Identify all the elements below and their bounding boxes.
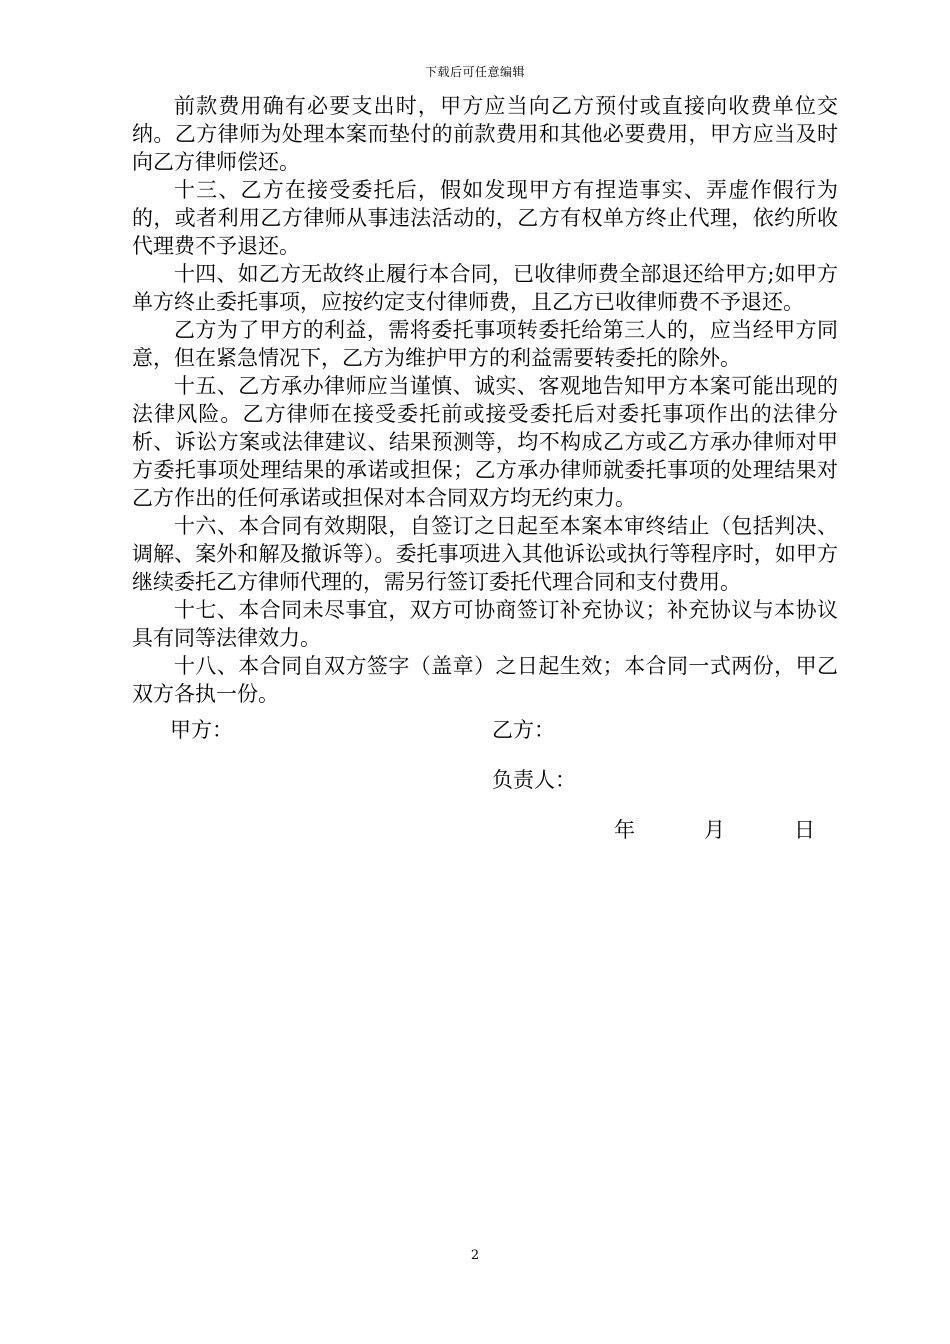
paragraph-clause-13: 十三、乙方在接受委托后，假如发现甲方有捏造事实、弄虚作假行为的，或者利用乙方律师从事违法活动的，乙方有权单方终止代理，依约所收代理费不予退还。 bbox=[132, 178, 838, 258]
paragraph-clause-18: 十八、本合同自双方签字（盖章）之日起生效；本合同一式两份，甲乙双方各执一份。 bbox=[132, 654, 838, 706]
date-day-label: 日 bbox=[794, 818, 815, 842]
paragraph-clause-14: 十四、如乙方无故终止履行本合同，已收律师费全部退还给甲方;如甲方单方终止委托事项，应按约定支付律师费，且乙方已收律师费不予退还。 bbox=[132, 262, 838, 314]
page-header: 下载后可任意编辑 bbox=[424, 65, 525, 79]
date-year-label: 年 bbox=[614, 818, 635, 842]
date-month-label: 月 bbox=[704, 818, 725, 842]
party-a-signature-label: 甲方： bbox=[170, 718, 233, 742]
paragraph-clause-17: 十七、本合同未尽事宜，双方可协商签订补充协议；补充协议与本协议具有同等法律效力。 bbox=[132, 598, 838, 650]
paragraph-sub-delegation: 乙方为了甲方的利益，需将委托事项转委托给第三人的，应当经甲方同意，但在紧急情况下，乙方为维护甲方的利益需要转委托的除外。 bbox=[132, 318, 838, 370]
page-number: 2 bbox=[470, 1248, 480, 1263]
paragraph-clause-16: 十六、本合同有效期限，自签订之日起至本案本审终结止（包括判决、调解、案外和解及撤诉等）。委托事项进入其他诉讼或执行等程序时，如甲方继续委托乙方律师代理的，需另行签订委托代理合同和支付费用。 bbox=[132, 514, 838, 594]
paragraph-clause-15: 十五、乙方承办律师应当谨慎、诚实、客观地告知甲方本案可能出现的法律风险。乙方律师在接受委托前或接受委托后对委托事项作出的法律分析、诉讼方案或法律建议、结果预测等，均不构成乙方或乙方承办律师对甲方委托事项处理结果的承诺或担保；乙方承办律师就委托事项的处理结果对乙方作出的任何承诺或担保对本合同双方均无约束力。 bbox=[132, 374, 838, 510]
contract-body bbox=[132, 92, 838, 708]
party-b-signature-label: 乙方： bbox=[492, 718, 555, 742]
responsible-person-label: 负责人： bbox=[492, 768, 576, 792]
paragraph-advance-fees: 前款费用确有必要支出时，甲方应当向乙方预付或直接向收费单位交纳。乙方律师为处理本案而垫付的前款费用和其他必要费用，甲方应当及时向乙方律师偿还。 bbox=[132, 94, 838, 174]
